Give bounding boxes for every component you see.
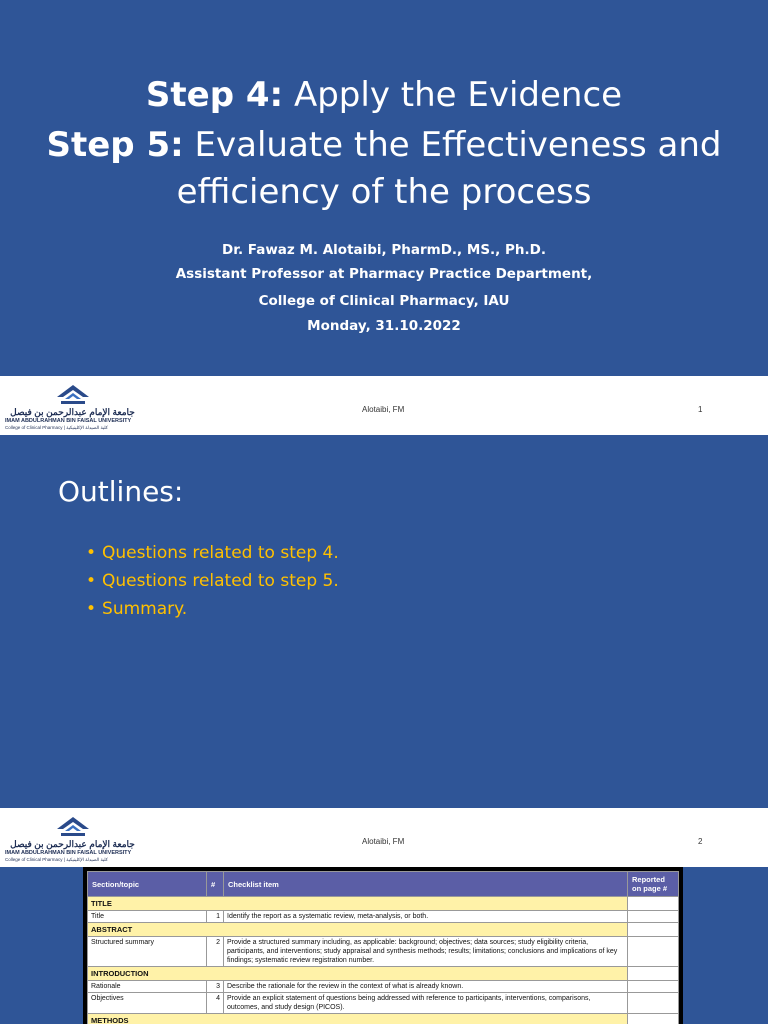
footer-author: Alotaibi, FM	[362, 837, 405, 846]
row-topic: Objectives	[88, 993, 207, 1014]
table-section-row	[88, 1014, 679, 1024]
slide-footer	[0, 808, 768, 867]
outline-item: • Questions related to step 5.	[86, 567, 339, 595]
row-number: 3	[207, 981, 224, 993]
outline-title: Outlines:	[58, 475, 184, 508]
row-item: Provide an explicit statement of questions being addressed with reference to participants, interventions, comparisons, outcomes, and study design (PICOS).	[224, 993, 628, 1014]
presentation-date: Monday, 31.10.2022	[307, 318, 461, 334]
row-topic: Structured summary	[88, 937, 207, 967]
row-number: 4	[207, 993, 224, 1014]
row-reported-page	[628, 981, 679, 993]
row-reported-page	[628, 911, 679, 923]
logo-college-name: College of Clinical Pharmacy | كلية الصيدلة الإكلينيكية	[5, 857, 108, 862]
section-label: ABSTRACT	[88, 923, 628, 937]
logo-arabic-name: جامعة الإمام عبدالرحمن بن فيصل	[10, 839, 135, 849]
table-row	[88, 937, 679, 967]
header-checklist-item: Checklist item	[224, 872, 628, 897]
section-label: METHODS	[88, 1014, 628, 1024]
table-row	[88, 911, 679, 923]
logo-college-name: College of Clinical Pharmacy | كلية الصيدلة الإكلينيكية	[5, 425, 108, 430]
header-reported-page: Reported on page #	[628, 872, 679, 897]
page-number: 2	[698, 837, 703, 846]
outline-item: • Summary.	[86, 595, 339, 623]
title-slide	[0, 0, 768, 376]
university-emblem-icon	[53, 813, 93, 839]
title-line-3: efficiency of the process	[176, 172, 592, 212]
logo-english-name: IMAM ABDULRAHMAN BIN FAISAL UNIVERSITY	[5, 850, 132, 856]
author-college: College of Clinical Pharmacy, IAU	[258, 293, 510, 309]
row-topic: Rationale	[88, 981, 207, 993]
title-line-1: Step 4: Apply the Evidence	[145, 75, 623, 115]
row-reported-page	[628, 993, 679, 1014]
university-logo	[5, 813, 140, 863]
outline-item: • Questions related to step 4.	[86, 539, 339, 567]
table-header-row	[88, 872, 679, 897]
header-number: #	[207, 872, 224, 897]
row-item: Describe the rationale for the review in the context of what is already known.	[224, 981, 628, 993]
row-reported-page	[628, 937, 679, 967]
table-section-row	[88, 923, 679, 937]
slide-footer	[0, 376, 768, 435]
title-line-2: Step 5: Evaluate the Effectiveness and	[46, 125, 722, 165]
row-number: 1	[207, 911, 224, 923]
header-section-topic: Section/topic	[88, 872, 207, 897]
logo-english-name: IMAM ABDULRAHMAN BIN FAISAL UNIVERSITY	[5, 418, 132, 424]
footer-author: Alotaibi, FM	[362, 405, 405, 414]
checklist-table-frame	[83, 867, 683, 1024]
row-number: 2	[207, 937, 224, 967]
table-row	[88, 981, 679, 993]
logo-arabic-name: جامعة الإمام عبدالرحمن بن فيصل	[10, 407, 135, 417]
table-section-row	[88, 897, 679, 911]
outline-list	[86, 539, 339, 623]
author-name: Dr. Fawaz M. Alotaibi, PharmD., MS., Ph.D.	[222, 242, 546, 258]
checklist-table	[87, 871, 679, 1024]
section-label: TITLE	[88, 897, 628, 911]
section-label: INTRODUCTION	[88, 967, 628, 981]
author-position: Assistant Professor at Pharmacy Practice Department,	[175, 266, 593, 282]
page-number: 1	[698, 405, 703, 414]
table-row	[88, 993, 679, 1014]
table-section-row	[88, 967, 679, 981]
row-topic: Title	[88, 911, 207, 923]
university-emblem-icon	[53, 381, 93, 407]
row-item: Provide a structured summary including, as applicable: background; objectives; data sources; study eligibility criteria, participants, and interventions; study appraisal and synthesis methods; results; limitations; conclusions and implications of key findings; systematic review registration number.	[224, 937, 628, 967]
university-logo	[5, 381, 140, 431]
row-item: Identify the report as a systematic review, meta-analysis, or both.	[224, 911, 628, 923]
checklist-slide	[0, 867, 768, 1024]
outline-slide	[0, 435, 768, 808]
